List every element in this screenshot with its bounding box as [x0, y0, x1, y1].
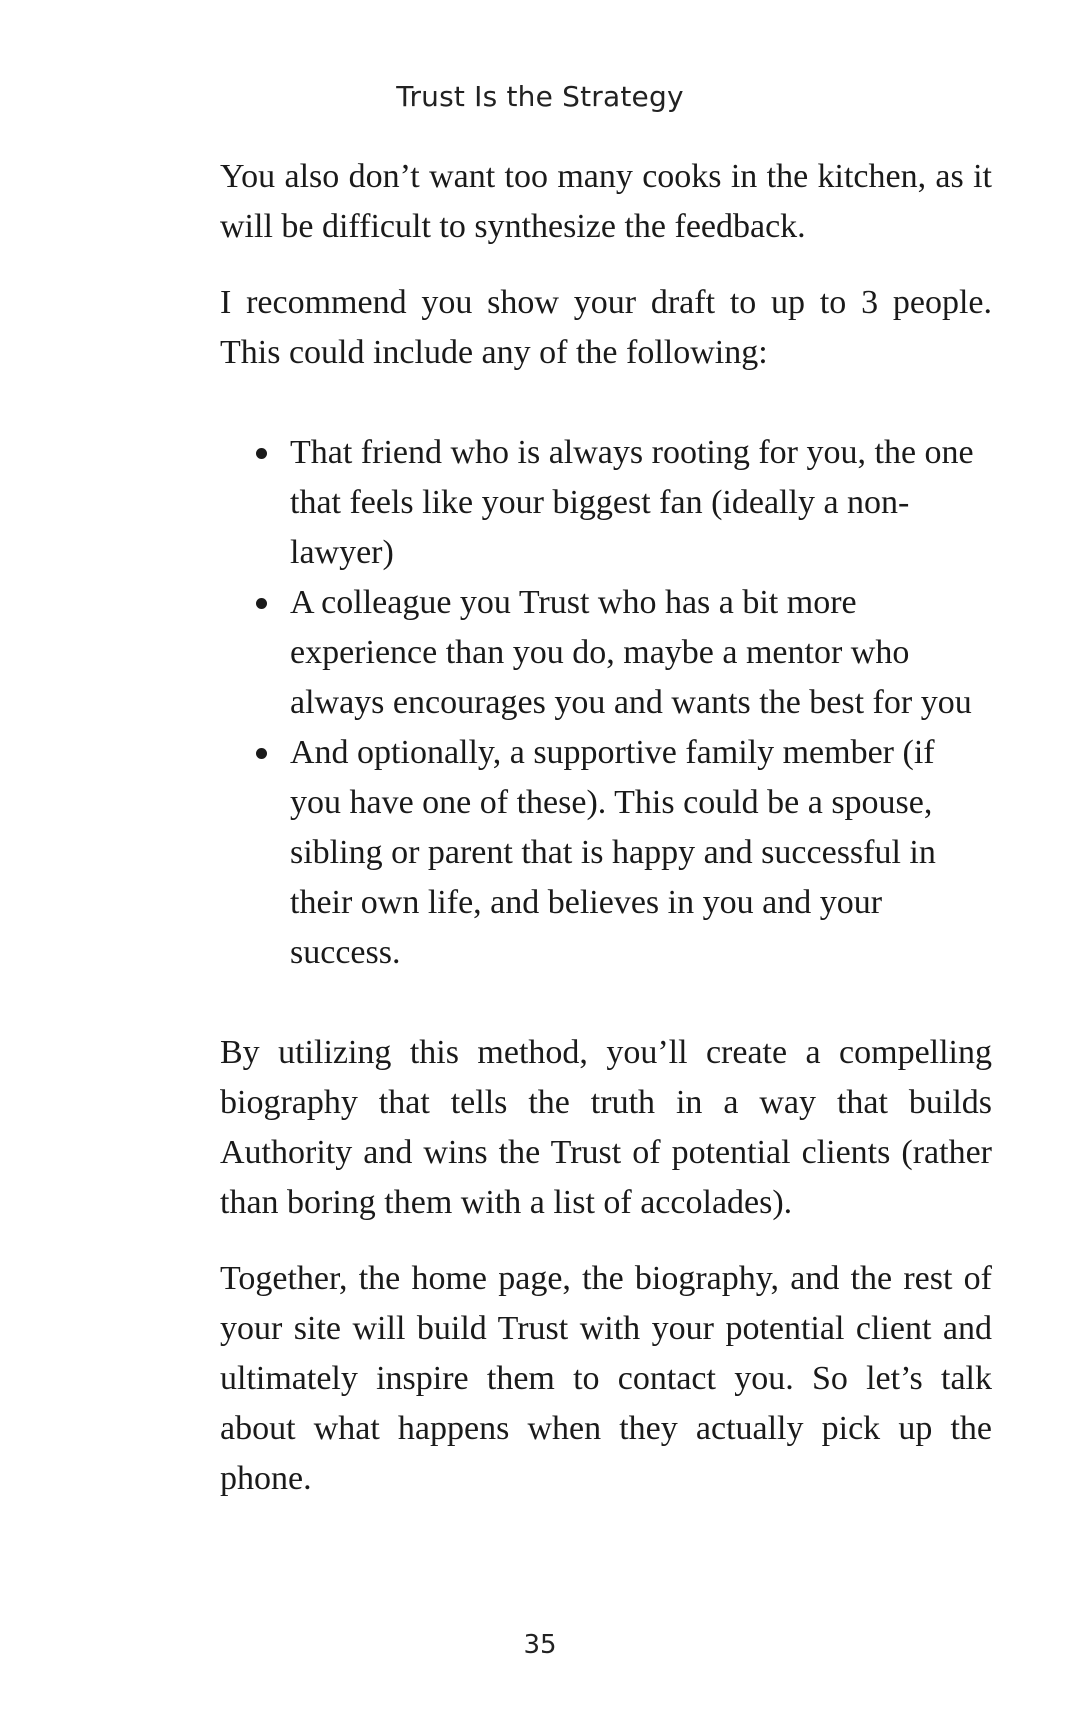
- list-item: [220, 728, 980, 978]
- running-head-title: Trust Is the Strategy: [396, 80, 684, 113]
- bullet-icon: [256, 448, 267, 459]
- bullet-icon: [256, 748, 267, 759]
- bullet-list: [220, 428, 980, 978]
- paragraph: Together, the home page, the biography, and the rest of your site will build Trust with your potential client and ultimately inspire them to contact you. So let’s talk about what happens when they actually pick up the phone.: [220, 1260, 992, 1497]
- paragraph: I recommend you show your draft to up to 3 people. This could include any of the following:: [220, 284, 992, 371]
- list-item: [220, 578, 980, 728]
- page-body: [220, 152, 992, 1530]
- list-item: [220, 428, 980, 578]
- list-item-text: That friend who is always rooting for you, the one that feels like your biggest fan (ideally a non-lawyer): [290, 434, 974, 571]
- paragraph: You also don’t want too many cooks in the kitchen, as it will be difficult to synthesize the feedback.: [220, 158, 992, 245]
- list-item-text: A colleague you Trust who has a bit more experience than you do, maybe a mentor who always encourages you and wants the best for you: [290, 584, 972, 721]
- paragraph: By utilizing this method, you’ll create a compelling biography that tells the truth in a way that builds Authority and wins the Trust of potential clients (rather than boring them with a list of accolades).: [220, 1034, 992, 1221]
- bullet-icon: [256, 598, 267, 609]
- page-number: 35: [523, 1630, 557, 1660]
- list-item-text: And optionally, a supportive family member (if you have one of these). This could be a spouse, sibling or parent that is happy and successful in their own life, and believes in you and your success.: [290, 734, 936, 971]
